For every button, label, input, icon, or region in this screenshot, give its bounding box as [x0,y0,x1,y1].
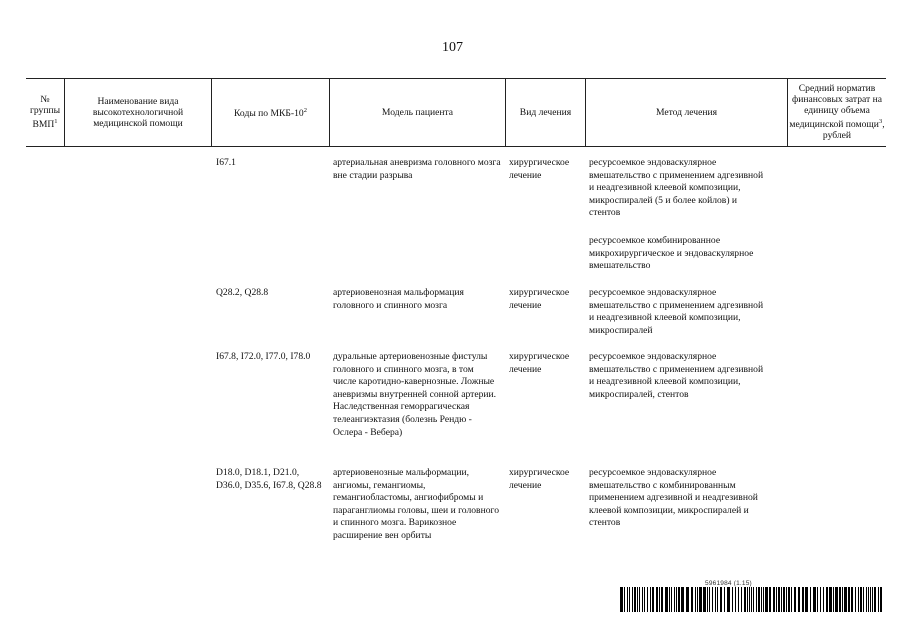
barcode-bar [839,587,841,612]
barcode-bar [756,587,757,612]
barcode-bar [647,587,648,612]
barcode-bar [727,587,730,612]
barcode-bar [720,587,722,612]
barcode-bar [763,587,764,612]
barcode-bar [712,587,713,612]
barcode-bar [715,587,716,612]
treatment-type-cell: хирургическое лечение [509,157,570,181]
barcode-bar [813,587,816,612]
barcode-bar [783,587,785,612]
header-cost-norm: Средний норматив финансовых затрат на единицу объема медицинской помощи$^3$, рублей [789,82,885,142]
barcode-bar [848,587,850,612]
barcode-bar [866,587,867,612]
barcode-bar [681,587,684,612]
barcode-bar [695,587,696,612]
barcode-bar [676,587,677,612]
patient-model-cell: дуральные артериовенозные фистулы головного и спинного мозга, в том числе каротидно-кавернозные. Ложные аневризмы внутренней сонной артерии. Наследственная геморрагическая телеангиэктазия (болезнь Рендю - Ослера - Вебера) [333,351,497,438]
header-vmp-name: Наименование вида высокотехнологичной медицинской помощи [92,95,184,129]
icd-codes-cell: D18.0, D18.1, D21.0, D36.0, D35.6, I67.8, Q28.8 [216,467,322,491]
treatment-method-cell: ресурсоемкое комбинированное микрохирургическое и эндоваскулярное вмешательство [589,235,754,272]
treatment-method-cell: ресурсоемкое эндоваскулярное вмешательство с применением адгезивной и неадгезивной клеевой композиции, микроспиралей [589,287,764,336]
barcode-bar [691,587,693,612]
barcode-bar [652,587,654,612]
barcode-bar [863,587,864,612]
barcode-bar [637,587,638,612]
barcode-bar [810,587,811,612]
barcode-bar [786,587,787,612]
barcode-bar [624,587,625,612]
barcode-bar [634,587,636,612]
barcode-bar [738,587,739,612]
barcode-bar [805,587,808,612]
barcode-bar [778,587,780,612]
barcode-bar [732,587,733,612]
barcode-bar [709,587,710,612]
treatment-method-cell: ресурсоемкое эндоваскулярное вмешательство с комбинированным применением адгезивной и неадгезивной клеевой композиции, микроспиралей и стентов [589,467,758,529]
barcode-bar [741,587,742,612]
barcode-bar [674,587,675,612]
barcode-bar [878,587,879,612]
treatment-type-cell: хирургическое лечение [509,351,570,375]
barcode-bar [829,587,832,612]
treatment-method-cell: ресурсоемкое эндоваскулярное вмешательство с применением адгезивной и неадгезивной клеевой композиции, микроспиралей, стентов [589,351,764,400]
barcode [620,587,884,612]
barcode-bar [629,587,630,612]
barcode-bar [798,587,800,612]
barcode-bar [820,587,821,612]
barcode-bar [874,587,876,612]
icd-codes-cell: I67.8, I72.0, I77.0, I78.0 [216,351,311,362]
barcode-bar [802,587,804,612]
header-treatment-type: Вид лечения [519,106,572,118]
header-group-number: № группы ВМП$^1$ [29,93,61,131]
barcode-bar [823,587,824,612]
barcode-bar [642,587,643,612]
barcode-bar [858,587,859,612]
barcode-bar [773,587,775,612]
barcode-bar [880,587,882,612]
barcode-bar [744,587,746,612]
barcode-bar [851,587,853,612]
barcode-bar [761,587,762,612]
barcode-bar [788,587,790,612]
barcode-bar [644,587,645,612]
barcode-bar [707,587,708,612]
barcode-bar [686,587,689,612]
barcode-bar [791,587,792,612]
barcode-bar [632,587,633,612]
barcode-bar [868,587,869,612]
barcode-bar [620,587,623,612]
page-number: 107 [442,40,463,55]
barcode-bar [751,587,752,612]
barcode-bar [870,587,871,612]
barcode-caption: 5961984 (1.15) [705,580,752,587]
barcode-bar [699,587,702,612]
barcode-bar [747,587,748,612]
barcode-bar [678,587,680,612]
header-icd-codes: Коды по МКБ-$10^2$ [234,106,307,120]
barcode-bar [769,587,771,612]
header-patient-model: Модель пациента [381,106,454,118]
barcode-bar [697,587,698,612]
barcode-bar [833,587,834,612]
header-bottom-rule [26,146,886,147]
treatment-method-cell: ресурсоемкое эндоваскулярное вмешательство с применением адгезивной и неадгезивной клеевой композиции, микроспиралей (5 и более койлов) и стентов [589,157,764,219]
barcode-bar [860,587,862,612]
patient-model-cell: артериальная аневризма головного мозга вне стадии разрыва [333,157,501,181]
barcode-bar [781,587,782,612]
icd-codes-cell: Q28.2, Q28.8 [216,287,269,298]
barcode-bar [735,587,736,612]
icd-codes-cell: I67.1 [216,157,236,168]
barcode-bar [661,587,663,612]
barcode-bar [817,587,818,612]
barcode-bar [758,587,760,612]
barcode-bar [753,587,754,612]
barcode-bar [671,587,672,612]
barcode-bar [872,587,873,612]
barcode-bar [659,587,660,612]
barcode-bar [627,587,628,612]
barcode-bar [794,587,796,612]
treatment-type-cell: хирургическое лечение [509,287,570,311]
barcode-bar [665,587,668,612]
barcode-bar [826,587,828,612]
header-treatment-method: Метод лечения [655,106,718,118]
barcode-bar [703,587,706,612]
barcode-bar [776,587,777,612]
barcode-bar [844,587,847,612]
barcode-bar [855,587,856,612]
barcode-bar [656,587,658,612]
barcode-bar [749,587,750,612]
barcode-bar [724,587,725,612]
barcode-bar [669,587,670,612]
patient-model-cell: артериовенозные мальформации, ангиомы, гемангиомы, гемангиобластомы, ангиофибромы и параганглиомы головы, шеи и головного и спинного мозга. Варикозное расширение вен орбиты [333,467,500,541]
barcode-bar [842,587,843,612]
barcode-bar [717,587,718,612]
barcode-bar [835,587,838,612]
barcode-bar [639,587,640,612]
patient-model-cell: артериовенозная мальформация головного и спинного мозга [333,287,464,311]
treatment-type-cell: хирургическое лечение [509,467,570,491]
barcode-bar [650,587,651,612]
barcode-bar [765,587,768,612]
